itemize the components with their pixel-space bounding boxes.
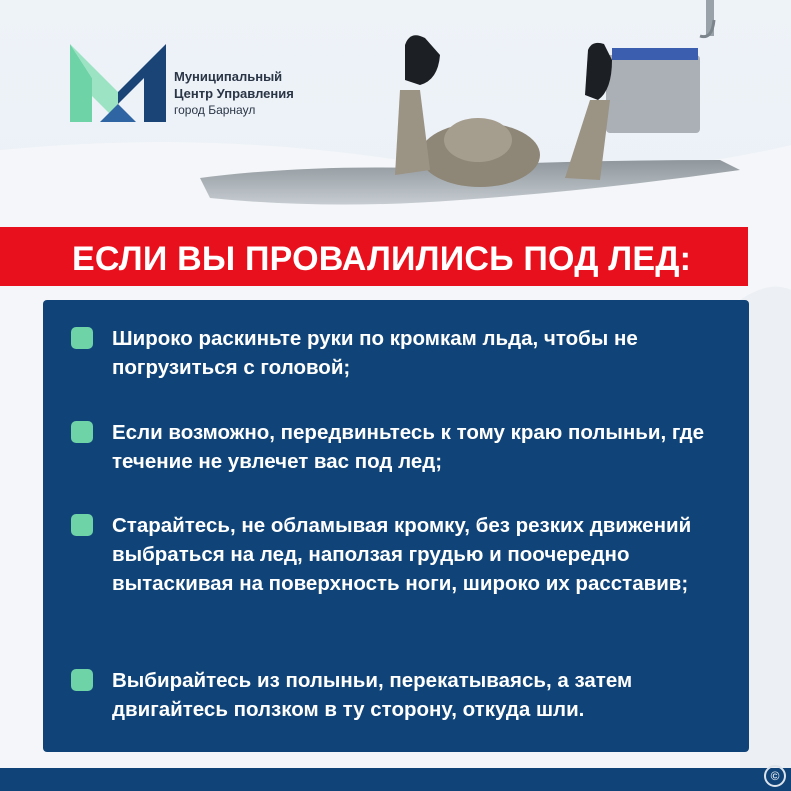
instructions-panel — [43, 300, 749, 752]
bullet-square-icon — [71, 514, 93, 536]
instruction-text: Широко раскиньте руки по кромкам льда, чтобы не погрузиться с головой; — [112, 327, 638, 379]
instruction-text: Выбирайтесь из полыньи, перекатываясь, а затем двигайтесь ползком в ту сторону, откуда шли. — [112, 669, 633, 721]
bullet-square-icon — [71, 327, 93, 349]
banner-title: ЕСЛИ ВЫ ПРОВАЛИЛИСЬ ПОД ЛЕД: — [72, 240, 692, 278]
bullet-square-icon — [71, 669, 93, 691]
instruction-text: Если возможно, передвиньтесь к тому краю полыньи, где течение не увлечет вас под лед; — [112, 421, 705, 473]
bullet-square-icon — [71, 421, 93, 443]
copyright-icon: © — [764, 765, 786, 787]
title-banner — [0, 227, 748, 286]
mcu-logo-mark-icon — [70, 44, 170, 124]
logo-line-2: Центр Управления — [174, 86, 294, 101]
logo-line-1: Муниципальный — [174, 69, 283, 84]
mcu-logo — [70, 44, 320, 124]
logo-text — [174, 68, 294, 119]
footer-band — [0, 768, 791, 791]
logo-line-3: город Барнаул — [174, 103, 256, 117]
instruction-text: Старайтесь, не обламывая кромку, без резких движений выбраться на лед, наползая грудью и поочередно вытаскивая на поверхность ноги, широко их расставив; — [112, 514, 692, 595]
